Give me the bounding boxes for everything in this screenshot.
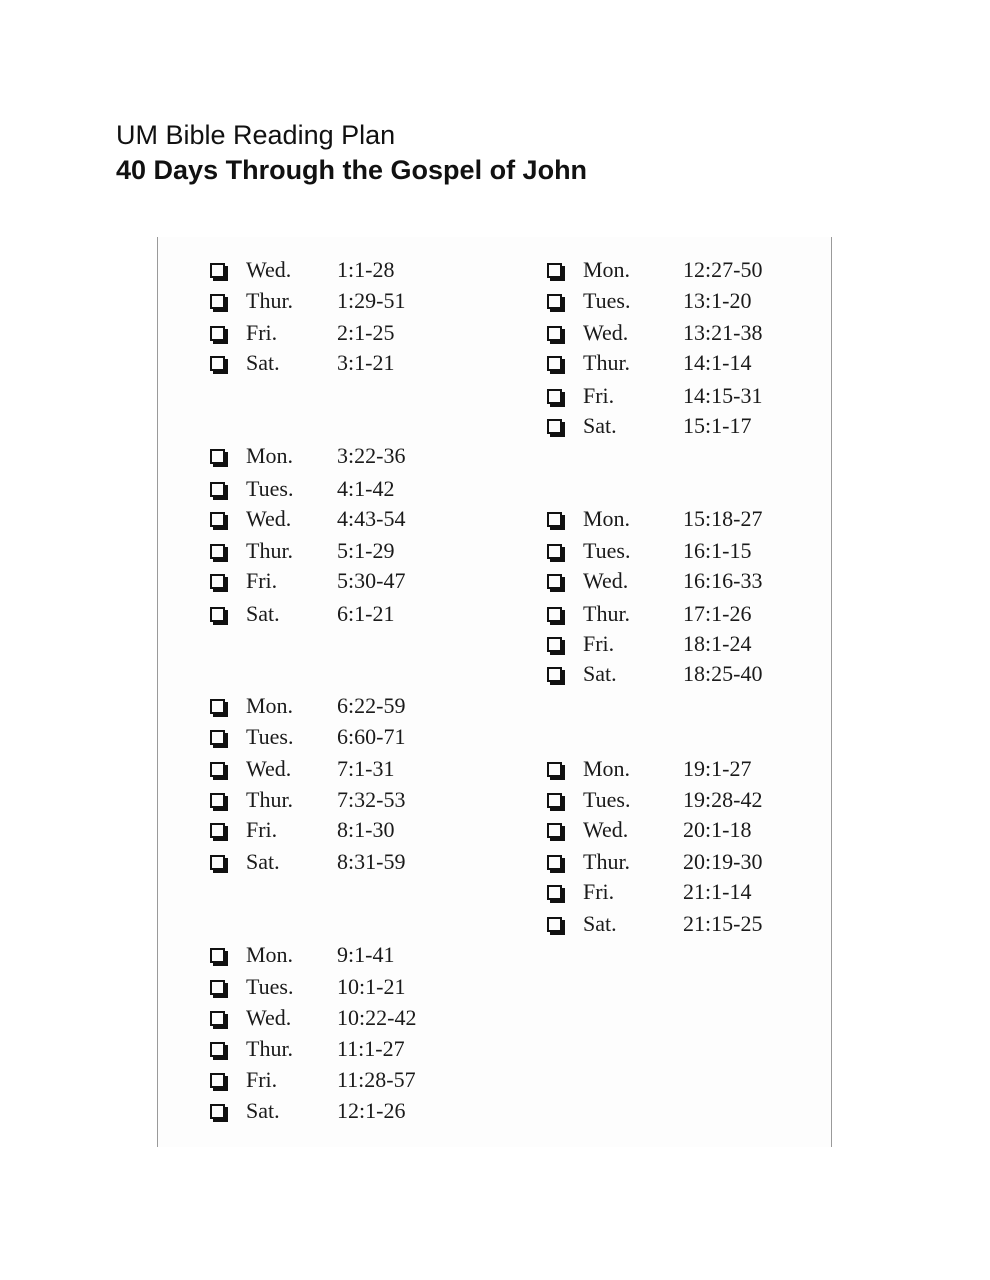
checkbox-icon[interactable]	[547, 607, 562, 622]
scripture-reference: 18:1-24	[683, 631, 752, 656]
day-label: Fri.	[583, 383, 615, 408]
day-label: Thur.	[583, 350, 631, 375]
checkbox-icon[interactable]	[547, 667, 562, 682]
checkbox-icon[interactable]	[547, 512, 562, 527]
checkbox-icon[interactable]	[547, 855, 562, 870]
checkbox-icon[interactable]	[547, 793, 562, 808]
day-label: Mon.	[583, 257, 631, 282]
day-label: Thur.	[246, 1036, 294, 1061]
checkbox-icon[interactable]	[547, 917, 562, 932]
reading-item	[547, 411, 751, 441]
day-label: Fri.	[246, 1067, 278, 1092]
scripture-reference: 18:25-40	[683, 661, 763, 686]
scripture-reference: 12:1-26	[337, 1098, 406, 1123]
day-label: Fri.	[246, 568, 278, 593]
scripture-reference: 7:1-31	[337, 756, 395, 781]
scripture-reference: 16:16-33	[683, 568, 763, 593]
reading-item	[547, 318, 762, 348]
scripture-reference: 9:1-41	[337, 942, 395, 967]
scripture-reference: 13:1-20	[683, 288, 752, 313]
day-label: Fri.	[583, 879, 615, 904]
day-label: Mon.	[246, 443, 294, 468]
day-label: Sat.	[246, 350, 280, 375]
day-label: Wed.	[246, 257, 292, 282]
scripture-reference: 2:1-25	[337, 320, 395, 345]
reading-item	[547, 877, 751, 907]
checkbox-icon[interactable]	[547, 294, 562, 309]
scripture-reference: 14:1-14	[683, 350, 752, 375]
day-label: Fri.	[246, 320, 278, 345]
day-label: Sat.	[583, 911, 617, 936]
day-label: Thur.	[246, 288, 294, 313]
day-label: Sat.	[246, 849, 280, 874]
scripture-reference: 15:1-17	[683, 413, 752, 438]
checkbox-icon[interactable]	[547, 574, 562, 589]
scripture-reference: 16:1-15	[683, 538, 752, 563]
checkbox-icon[interactable]	[547, 356, 562, 371]
scripture-reference: 12:27-50	[683, 257, 763, 282]
checkbox-icon[interactable]	[547, 637, 562, 652]
day-label: Tues.	[246, 724, 294, 749]
scripture-reference: 11:28-57	[337, 1067, 416, 1092]
day-label: Mon.	[246, 942, 294, 967]
reading-item	[547, 629, 751, 659]
reading-item	[547, 255, 762, 285]
page-header	[116, 118, 587, 188]
scripture-reference: 11:1-27	[337, 1036, 405, 1061]
reading-item	[547, 659, 762, 689]
day-label: Tues.	[583, 288, 631, 313]
scripture-reference: 19:28-42	[683, 787, 763, 812]
scripture-reference: 4:43-54	[337, 506, 406, 531]
checkbox-icon[interactable]	[547, 762, 562, 777]
scripture-reference: 4:1-42	[337, 476, 395, 501]
checkbox-icon[interactable]	[547, 885, 562, 900]
day-label: Wed.	[583, 320, 629, 345]
scripture-reference: 1:29-51	[337, 288, 406, 313]
scripture-reference: 6:60-71	[337, 724, 406, 749]
scripture-reference: 6:1-21	[337, 601, 395, 626]
scripture-reference: 7:32-53	[337, 787, 406, 812]
page-title: UM Bible Reading Plan	[116, 120, 396, 150]
scripture-reference: 20:19-30	[683, 849, 763, 874]
day-label: Wed.	[246, 756, 292, 781]
reading-item	[547, 566, 762, 596]
scripture-reference: 19:1-27	[683, 756, 752, 781]
scripture-reference: 14:15-31	[683, 383, 763, 408]
day-label: Sat.	[246, 1098, 280, 1123]
scripture-reference: 8:1-30	[337, 817, 395, 842]
reading-item	[547, 847, 762, 877]
scripture-reference: 10:22-42	[337, 1005, 417, 1030]
checkbox-icon[interactable]	[547, 544, 562, 559]
scripture-reference: 3:22-36	[337, 443, 406, 468]
day-label: Thur.	[583, 849, 631, 874]
reading-item	[547, 909, 762, 939]
day-label: Thur.	[583, 601, 631, 626]
page-subtitle: 40 Days Through the Gospel of John	[116, 155, 588, 185]
reading-item	[547, 381, 762, 411]
scripture-reference: 3:1-21	[337, 350, 395, 375]
scripture-reference: 21:1-14	[683, 879, 752, 904]
reading-item	[547, 754, 751, 784]
checkbox-icon[interactable]	[547, 263, 562, 278]
day-label: Sat.	[583, 661, 617, 686]
reading-item	[547, 599, 751, 629]
day-label: Mon.	[583, 506, 631, 531]
scripture-reference: 6:22-59	[337, 693, 406, 718]
day-label: Sat.	[246, 601, 280, 626]
day-label: Sat.	[583, 413, 617, 438]
day-label: Fri.	[246, 817, 278, 842]
reading-schedule-panel	[157, 237, 832, 1147]
day-label: Mon.	[583, 756, 631, 781]
reading-item	[547, 785, 762, 815]
scripture-reference: 1:1-28	[337, 257, 395, 282]
scripture-reference: 5:30-47	[337, 568, 406, 593]
scripture-reference: 17:1-26	[683, 601, 752, 626]
day-label: Mon.	[246, 693, 294, 718]
day-label: Wed.	[583, 817, 629, 842]
checkbox-icon[interactable]	[547, 326, 562, 341]
day-label: Thur.	[246, 787, 294, 812]
checkbox-icon[interactable]	[547, 823, 562, 838]
checkbox-icon[interactable]	[547, 389, 562, 404]
reading-item	[547, 536, 751, 566]
day-label: Wed.	[583, 568, 629, 593]
day-label: Thur.	[246, 538, 294, 563]
day-label: Tues.	[583, 538, 631, 563]
scripture-reference: 20:1-18	[683, 817, 752, 842]
scripture-reference: 13:21-38	[683, 320, 763, 345]
scripture-reference: 5:1-29	[337, 538, 395, 563]
day-label: Tues.	[583, 787, 631, 812]
scripture-reference: 21:15-25	[683, 911, 763, 936]
day-label: Wed.	[246, 1005, 292, 1030]
day-label: Tues.	[246, 476, 294, 501]
reading-item	[547, 504, 762, 534]
reading-item	[547, 815, 751, 845]
right-schedule-column	[158, 237, 831, 1147]
day-label: Wed.	[246, 506, 292, 531]
scripture-reference: 8:31-59	[337, 849, 406, 874]
checkbox-icon[interactable]	[547, 419, 562, 434]
reading-item	[547, 286, 751, 316]
reading-item	[547, 348, 751, 378]
day-label: Fri.	[583, 631, 615, 656]
day-label: Tues.	[246, 974, 294, 999]
scripture-reference: 10:1-21	[337, 974, 406, 999]
scripture-reference: 15:18-27	[683, 506, 763, 531]
